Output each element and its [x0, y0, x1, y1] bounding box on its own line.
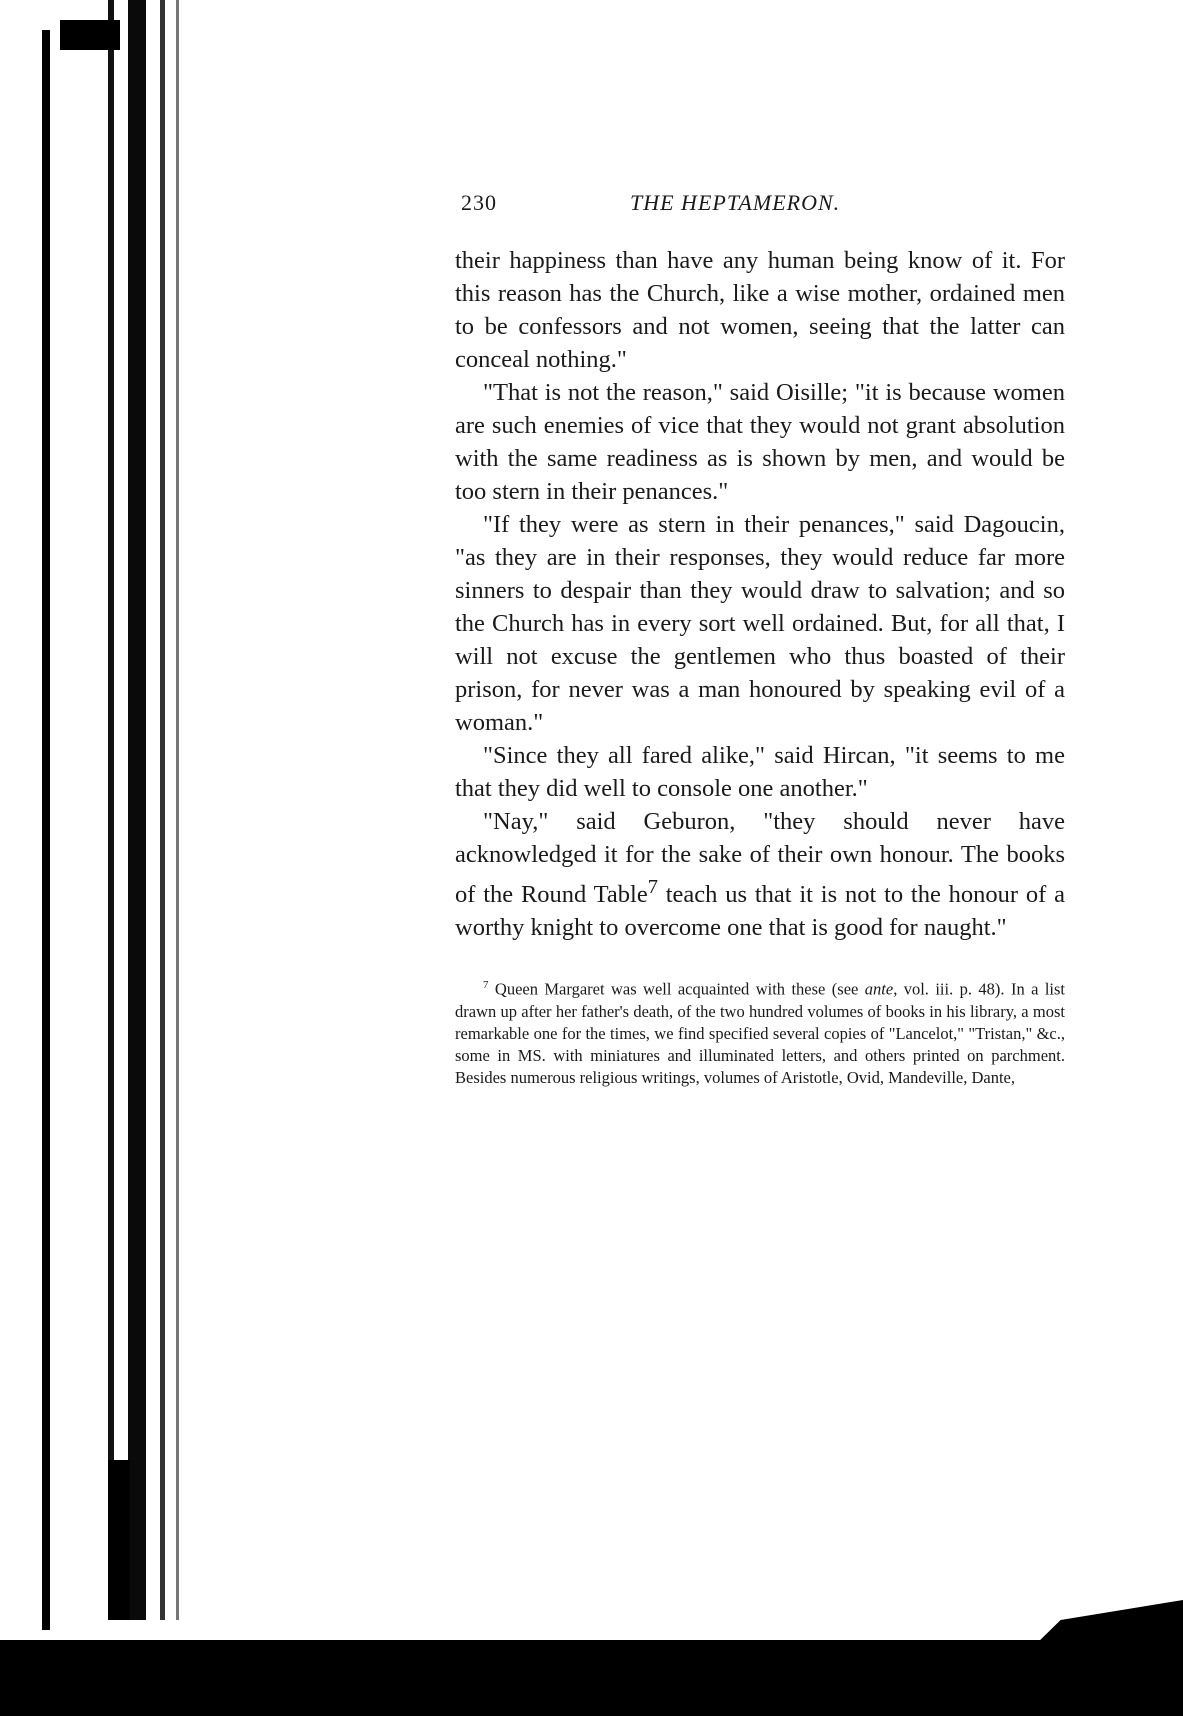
footnote-text: Queen Margaret was well acquainted with these (see	[488, 979, 865, 999]
scan-bottom-edge	[0, 1640, 1183, 1716]
paragraph: "If they were as stern in their penances," said Dagoucin, "as they are in their responses, they would reduce far more sinners to despair than they would draw to salvation; and so the Church has in every sort well ordained. But, for all that, I will not excuse the gentlemen who thus boasted of their prison, for never was a man honoured by speaking evil of a woman."	[455, 511, 1065, 736]
running-title: THE HEPTAMERON.	[630, 190, 841, 215]
footnote-reference: 7	[647, 876, 658, 898]
paragraph: "Since they all fared alike," said Hircan, "it seems to me that they did well to console one another."	[455, 742, 1065, 802]
paragraph	[455, 805, 1065, 944]
paragraph: "That is not the reason," said Oisille; "it is because women are such enemies of vice that they would not grant absolution with the same readiness as is shown by men, and would be too stern in their penances."	[455, 379, 1065, 505]
gutter-edge	[128, 0, 146, 1620]
footnote-paragraph	[455, 974, 1065, 1089]
paragraph-text: teach us that it is not to the honour of a worthy knight to overcome one that is good for naught."	[455, 881, 1065, 942]
footnote	[455, 974, 1065, 1089]
gutter-edge	[108, 0, 114, 1600]
body-text	[455, 244, 1065, 944]
paragraph: their happiness than have any human being know of it. For this reason has the Church, like a wise mother, ordained men to be confessors and not women, seeing that the latter can conceal nothing."	[455, 247, 1065, 373]
footnote-text: , vol. iii. p. 48). In a list drawn up after her father's death, of the two hundred volumes of books in his library, a most remarkable one for the times, we find specified several copies of "Lancelot," "Tristan," &c., some in MS. with miniatures and illuminated letters, and others printed on parchment. Besides numerous religious writings, volumes of Aristotle, Ovid, Mandeville, Dante,	[455, 979, 1066, 1087]
scan-blot	[108, 1460, 130, 1620]
scan-blot	[60, 20, 120, 50]
footnote-marker: 7	[483, 979, 489, 992]
page-number: 230	[461, 190, 497, 215]
footnote-italic: ante	[864, 979, 894, 999]
paragraph-text: "Nay," said Geburon, "they should never have acknowledged it for the sake of their own honour. The books of the Round Table	[455, 808, 1065, 909]
book-page	[455, 190, 1065, 1089]
gutter-edge	[160, 0, 165, 1620]
gutter-edge	[176, 0, 179, 1620]
scan-binding-gutter	[0, 0, 190, 1716]
gutter-edge	[42, 30, 50, 1630]
running-head	[455, 190, 1065, 230]
